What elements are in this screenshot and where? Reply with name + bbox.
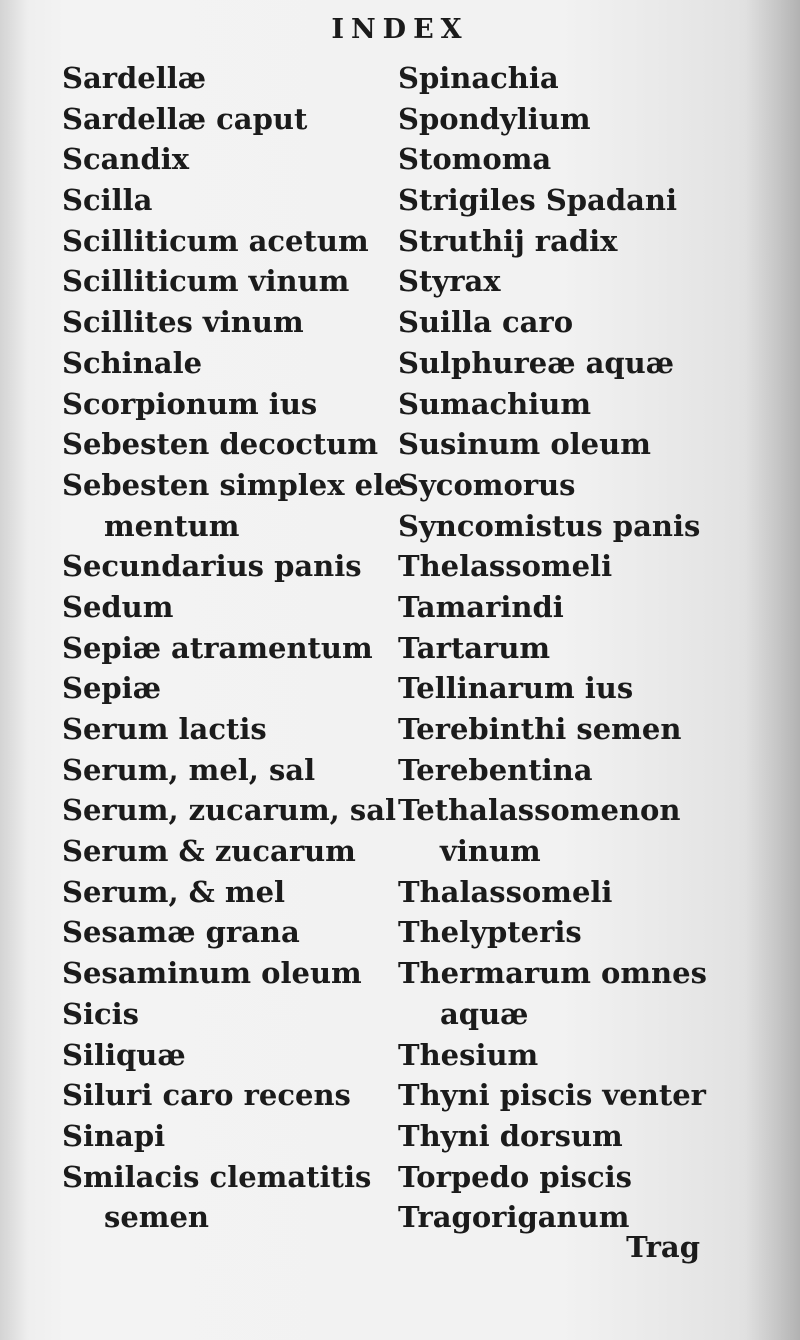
- index-entry: Sebesten decoctum: [62, 427, 379, 462]
- index-entry: Siluri caro recens: [62, 1078, 351, 1113]
- index-entry: Scilliticum vinum: [62, 264, 350, 299]
- index-entry-continuation: mentum: [104, 508, 240, 543]
- index-entry: Sebesten simplex ele: [62, 467, 403, 502]
- index-entry-continuation: vinum: [440, 834, 541, 869]
- index-entry: Serum, mel, sal: [62, 752, 316, 787]
- index-entry: Spondylium: [398, 101, 591, 136]
- index-entry: Tamarindi: [398, 589, 564, 624]
- index-entry: Sesamæ grana: [62, 915, 300, 950]
- catchword: Trag: [626, 1230, 700, 1264]
- index-entry: Sicis: [62, 996, 139, 1031]
- index-entry: Terebinthi semen: [398, 712, 682, 746]
- index-entry: Suilla caro: [398, 305, 574, 340]
- index-entry: Siliquæ: [62, 1037, 186, 1072]
- index-entry: Sardellæ caput: [62, 101, 308, 136]
- index-entry: Thyni piscis venter: [398, 1078, 706, 1113]
- page-edge-shadow: [745, 0, 800, 1340]
- index-entry: Terebentina: [398, 752, 593, 787]
- index-entry: Smilacis clematitis: [62, 1159, 372, 1194]
- index-entry: Sycomorus: [398, 467, 576, 502]
- index-entry: Stomoma: [398, 142, 552, 177]
- index-entry: Serum, zucarum, sal: [62, 793, 397, 828]
- running-header: INDEX: [331, 14, 469, 45]
- index-entry: Sepiæ atramentum: [62, 630, 373, 665]
- index-entry: Scorpionum ius: [62, 386, 318, 421]
- index-entry: Sesaminum oleum: [62, 956, 362, 991]
- index-entry: Secundarius panis: [62, 549, 362, 584]
- index-entry: Sumachium: [398, 386, 592, 421]
- page-gutter-shadow: [0, 0, 28, 1340]
- index-entry: Tartarum: [398, 630, 551, 665]
- index-entry: Thalassomeli: [398, 874, 613, 909]
- index-entry: Thyni dorsum: [398, 1118, 623, 1153]
- index-entry: Scillites vinum: [62, 305, 304, 340]
- index-entry: Torpedo piscis: [398, 1159, 632, 1194]
- index-entry: Struthij radix: [398, 223, 618, 258]
- index-entry: Scilla: [62, 183, 153, 218]
- index-entry: Scilliticum acetum: [62, 223, 369, 258]
- index-entry: Schinale: [62, 345, 203, 380]
- index-entry: Serum lactis: [62, 712, 267, 746]
- index-entry: Thesium: [398, 1037, 539, 1072]
- index-entry: Susinum oleum: [398, 427, 651, 462]
- index-entry: Sedum: [62, 589, 174, 624]
- index-entry: Sepiæ: [62, 671, 161, 706]
- index-entry: Serum & zucarum: [62, 834, 356, 869]
- index-entry: Tethalassomenon: [398, 793, 681, 828]
- index-entry: Scandix: [62, 142, 190, 177]
- index-column-right: [398, 58, 708, 1238]
- index-entry: Thelassomeli: [398, 549, 613, 584]
- index-entry: Serum, & mel: [62, 874, 286, 909]
- index-entry: Thermarum omnes: [398, 956, 707, 991]
- index-entry: Spinachia: [398, 61, 559, 95]
- index-entry: Styrax: [398, 264, 501, 299]
- index-column-left: [62, 58, 407, 1238]
- index-entry: Sinapi: [62, 1118, 166, 1153]
- index-entry: Sardellæ: [62, 61, 207, 95]
- index-entry: Syncomistus panis: [398, 508, 701, 543]
- index-entry: Thelypteris: [398, 915, 582, 950]
- index-entry-continuation: semen: [104, 1200, 209, 1235]
- index-entry: Strigiles Spadani: [398, 183, 677, 218]
- index-entry: Sulphureæ aquæ: [398, 345, 675, 380]
- index-entry: Tellinarum ius: [398, 671, 634, 706]
- index-entry-continuation: aquæ: [440, 996, 529, 1031]
- index-entry: Tragoriganum: [398, 1200, 630, 1235]
